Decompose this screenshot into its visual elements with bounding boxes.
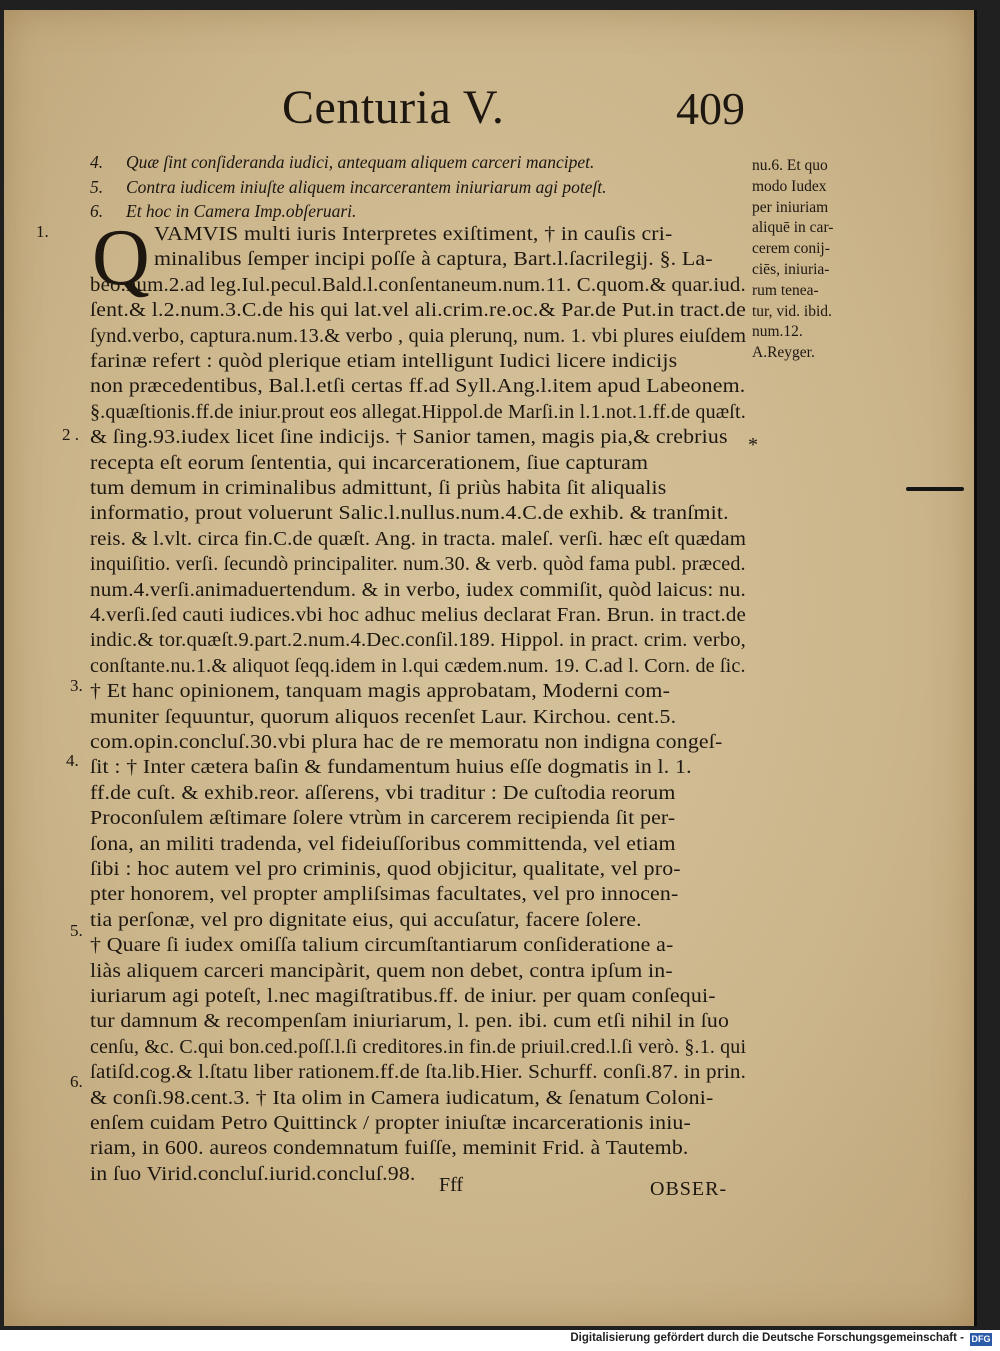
text-line: riam, in 600. aureos condemnatum fuiſſe, meminit Frid. à Tautemb. (90, 1138, 689, 1160)
text-line: ſibi : hoc autem vel pro criminis, quod objicitur, qualitate, vel pro- (90, 859, 681, 880)
margin-number: 6. (70, 1072, 83, 1091)
summary-number: 6. (90, 201, 104, 221)
text-line: in ſuo Virid.concluſ.iurid.concluſ.98. (90, 1163, 416, 1185)
asterisk-mark: * (748, 434, 758, 456)
text-line: beo.num.2.ad leg.Iul.pecul.Bald.l.conſentaneum.num.11. C.quom.& quar.iud. (90, 274, 746, 296)
text-line: minalibus ſemper incipi poſſe à captura, Bart.l.ſacrilegij. §. La- (154, 249, 713, 271)
text-line: cenſu, &c. C.qui bon.ced.poſſ.l.ſi creditores.in fin.de priuil.cred.l.ſi verò. §.1. qui (90, 1036, 747, 1058)
marginal-note-line: per iniuriam (752, 198, 829, 216)
text-line: ſit : † Inter cætera baſin & fundamentum huius eſſe dogmatis in l. 1. (90, 757, 692, 779)
text-line: enſem cuidam Petro Quittinck / propter iniuſtæ incarcerationis iniu- (90, 1113, 691, 1134)
text-line: conſtante.nu.1.& aliquot ſeqq.idem in l.qui cædem.num. 19. C.ad l. Corn. de ſic. (90, 655, 746, 677)
text-line: muniter ſequuntur, quorum aliquos recenſet Laur. Kirchou. cent.5. (90, 706, 677, 728)
text-line: tum demum in criminalibus admittunt, ſi priùs habita ſit aliqualis (90, 478, 667, 499)
margin-number: 4. (66, 751, 79, 770)
text-line: inquiſitio. verſi. ſecundò principaliter. num.30. & verb. quòd fama publ. præced. (90, 554, 746, 576)
text-line: farinæ refert : quòd plerique etiam intelligunt Iudici licere indicijs (90, 351, 678, 372)
marginal-note-line: ciēs, iniuria- (752, 261, 830, 278)
marginal-note-line: cerem conij- (752, 240, 830, 258)
text-line: & ſing.93.iudex licet ſine indicijs. † Sanior tamen, magis pia,& crebrius (90, 427, 728, 449)
text-line: VAMVIS multi iuris Interpretes exiſtiment, † in cauſis cri- (154, 224, 673, 245)
text-line: ſatiſd.cog.& l.ſtatu liber rationem.ff.de ſta.lib.Hier. Schurff. conſi.87. in prin. (90, 1062, 747, 1084)
text-line: † Et hanc opinionem, tanquam magis approbatam, Moderni com- (90, 681, 671, 703)
summary-text: Contra iudicem iniuſte aliquem incarcerantem iniuriarum agi poteſt. (126, 177, 607, 197)
text-line: Proconſulem æſtimare ſolere vtrùm in carcerem recipienda ſit per- (90, 808, 676, 830)
text-line: recepta eſt eorum ſententia, qui incarcerationem, ſiue capturam (90, 452, 649, 474)
book-page (4, 10, 977, 1326)
marginal-note-line: A.Reyger. (752, 344, 815, 362)
text-line: ſent.& l.2.num.3.C.de his qui lat.vel ali.crim.re.oc.& Par.de Put.in tract.de (90, 300, 746, 322)
summary-line (90, 177, 607, 198)
digitization-note: Digitalisierung gefördert durch die Deutsche Forschungsgemeinschaft - (570, 1332, 964, 1344)
text-line: reis. & l.vlt. circa fin.C.de quæſt. Ang. in tracta. maleſ. verſi. hæc eſt quædam (90, 528, 747, 550)
text-line: ſynd.verbo, captura.num.13.& verbo , quia plerunq, num. 1. vbi plures eiuſdem (90, 325, 747, 347)
text-line: tur damnum & recompenſam iniuriarum, l. pen. ibi. cum etſi nihil in ſuo (90, 1011, 730, 1033)
text-line: indic.& tor.quæſt.9.part.2.num.4.Dec.conſil.189. Hippol. in pract. crim. verbo, (90, 630, 747, 652)
text-line: §.quæſtionis.ff.de iniur.prout eos allegat.Hippol.de Marſi.in l.1.not.1.ff.de quæſt. (90, 401, 746, 423)
text-line: informatio, prout voluerunt Salic.l.nullus.num.4.C.de exhib. & tranſmit. (90, 503, 729, 525)
marginal-note-line: tur, vid. ibid. (752, 302, 832, 320)
page-number: 409 (676, 83, 745, 134)
summary-number: 4. (90, 152, 104, 172)
summary-text: Et hoc in Camera Imp.obſeruari. (126, 201, 357, 221)
text-line: iuriarum agi poteſt, l.nec magiſtratibus.ff. de iniur. per quam conſequi- (90, 986, 716, 1007)
text-line: † Quare ſi iudex omiſſa talium circumſtantiarum conſideratione a- (90, 935, 674, 957)
text-line: ſona, an militi tradenda, vel fideiuſſoribus committenda, vel etiam (90, 833, 676, 855)
running-title: Centuria V. (282, 81, 505, 134)
marginal-note-line: num.12. (752, 323, 803, 341)
marginal-note-line: rum tenea- (752, 281, 819, 299)
marginal-note-line: nu.6. Et quo (752, 157, 828, 174)
digitization-footer (0, 1330, 1000, 1351)
summary-text: Quæ ſint conſideranda iudici, antequam aliquem carceri mancipet. (126, 152, 595, 172)
drop-cap-initial: Q (92, 214, 150, 302)
catchword: OBSER- (650, 1178, 728, 1200)
summary-number: 5. (90, 177, 104, 197)
dfg-logo: DFG (971, 1334, 991, 1344)
text-line: num.4.verſi.animaduertendum. & in verbo, iudex commiſit, quòd laicus: nu. (90, 579, 746, 601)
text-line: liàs aliquem carceri mancipàrit, quem non debet, contra ipſum in- (90, 960, 673, 982)
summary-line (90, 152, 594, 173)
marginal-note-line: modo Iudex (752, 177, 827, 195)
margin-number: 5. (70, 921, 83, 940)
text-line: tia perſonæ, vel pro dignitate eius, qui accuſatur, facere ſolere. (90, 909, 642, 931)
margin-number: 3. (70, 676, 83, 695)
text-line: ff.de cuſt. & exhib.reor. aſſerens, vbi traditur : De cuſtodia reorum (90, 782, 676, 804)
marginal-note-line: aliquē in car- (752, 219, 834, 237)
text-line: 4.verſi.ſed cauti iudices.vbi hoc adhuc melius declarat Fran. Brun. in tract.de (90, 605, 747, 626)
margin-number: 1. (36, 222, 49, 241)
signature-mark: Fff (439, 1174, 464, 1196)
margin-number: 2 . (62, 425, 79, 444)
text-line: pter honorem, vel propter ampliſsimas facultates, vel pro innocen- (90, 884, 679, 906)
text-line: com.opin.concluſ.30.vbi plura hac de re memoratu non indigna congeſ- (90, 732, 723, 753)
ink-dash-mark (906, 487, 964, 491)
text-line: & conſi.98.cent.3. † Ita olim in Camera iudicatum, & ſenatum Coloni- (90, 1087, 714, 1109)
text-line: non præcedentibus, Bal.l.etſi certas ff.ad Syll.Ang.l.item apud Labeonem. (90, 376, 746, 398)
